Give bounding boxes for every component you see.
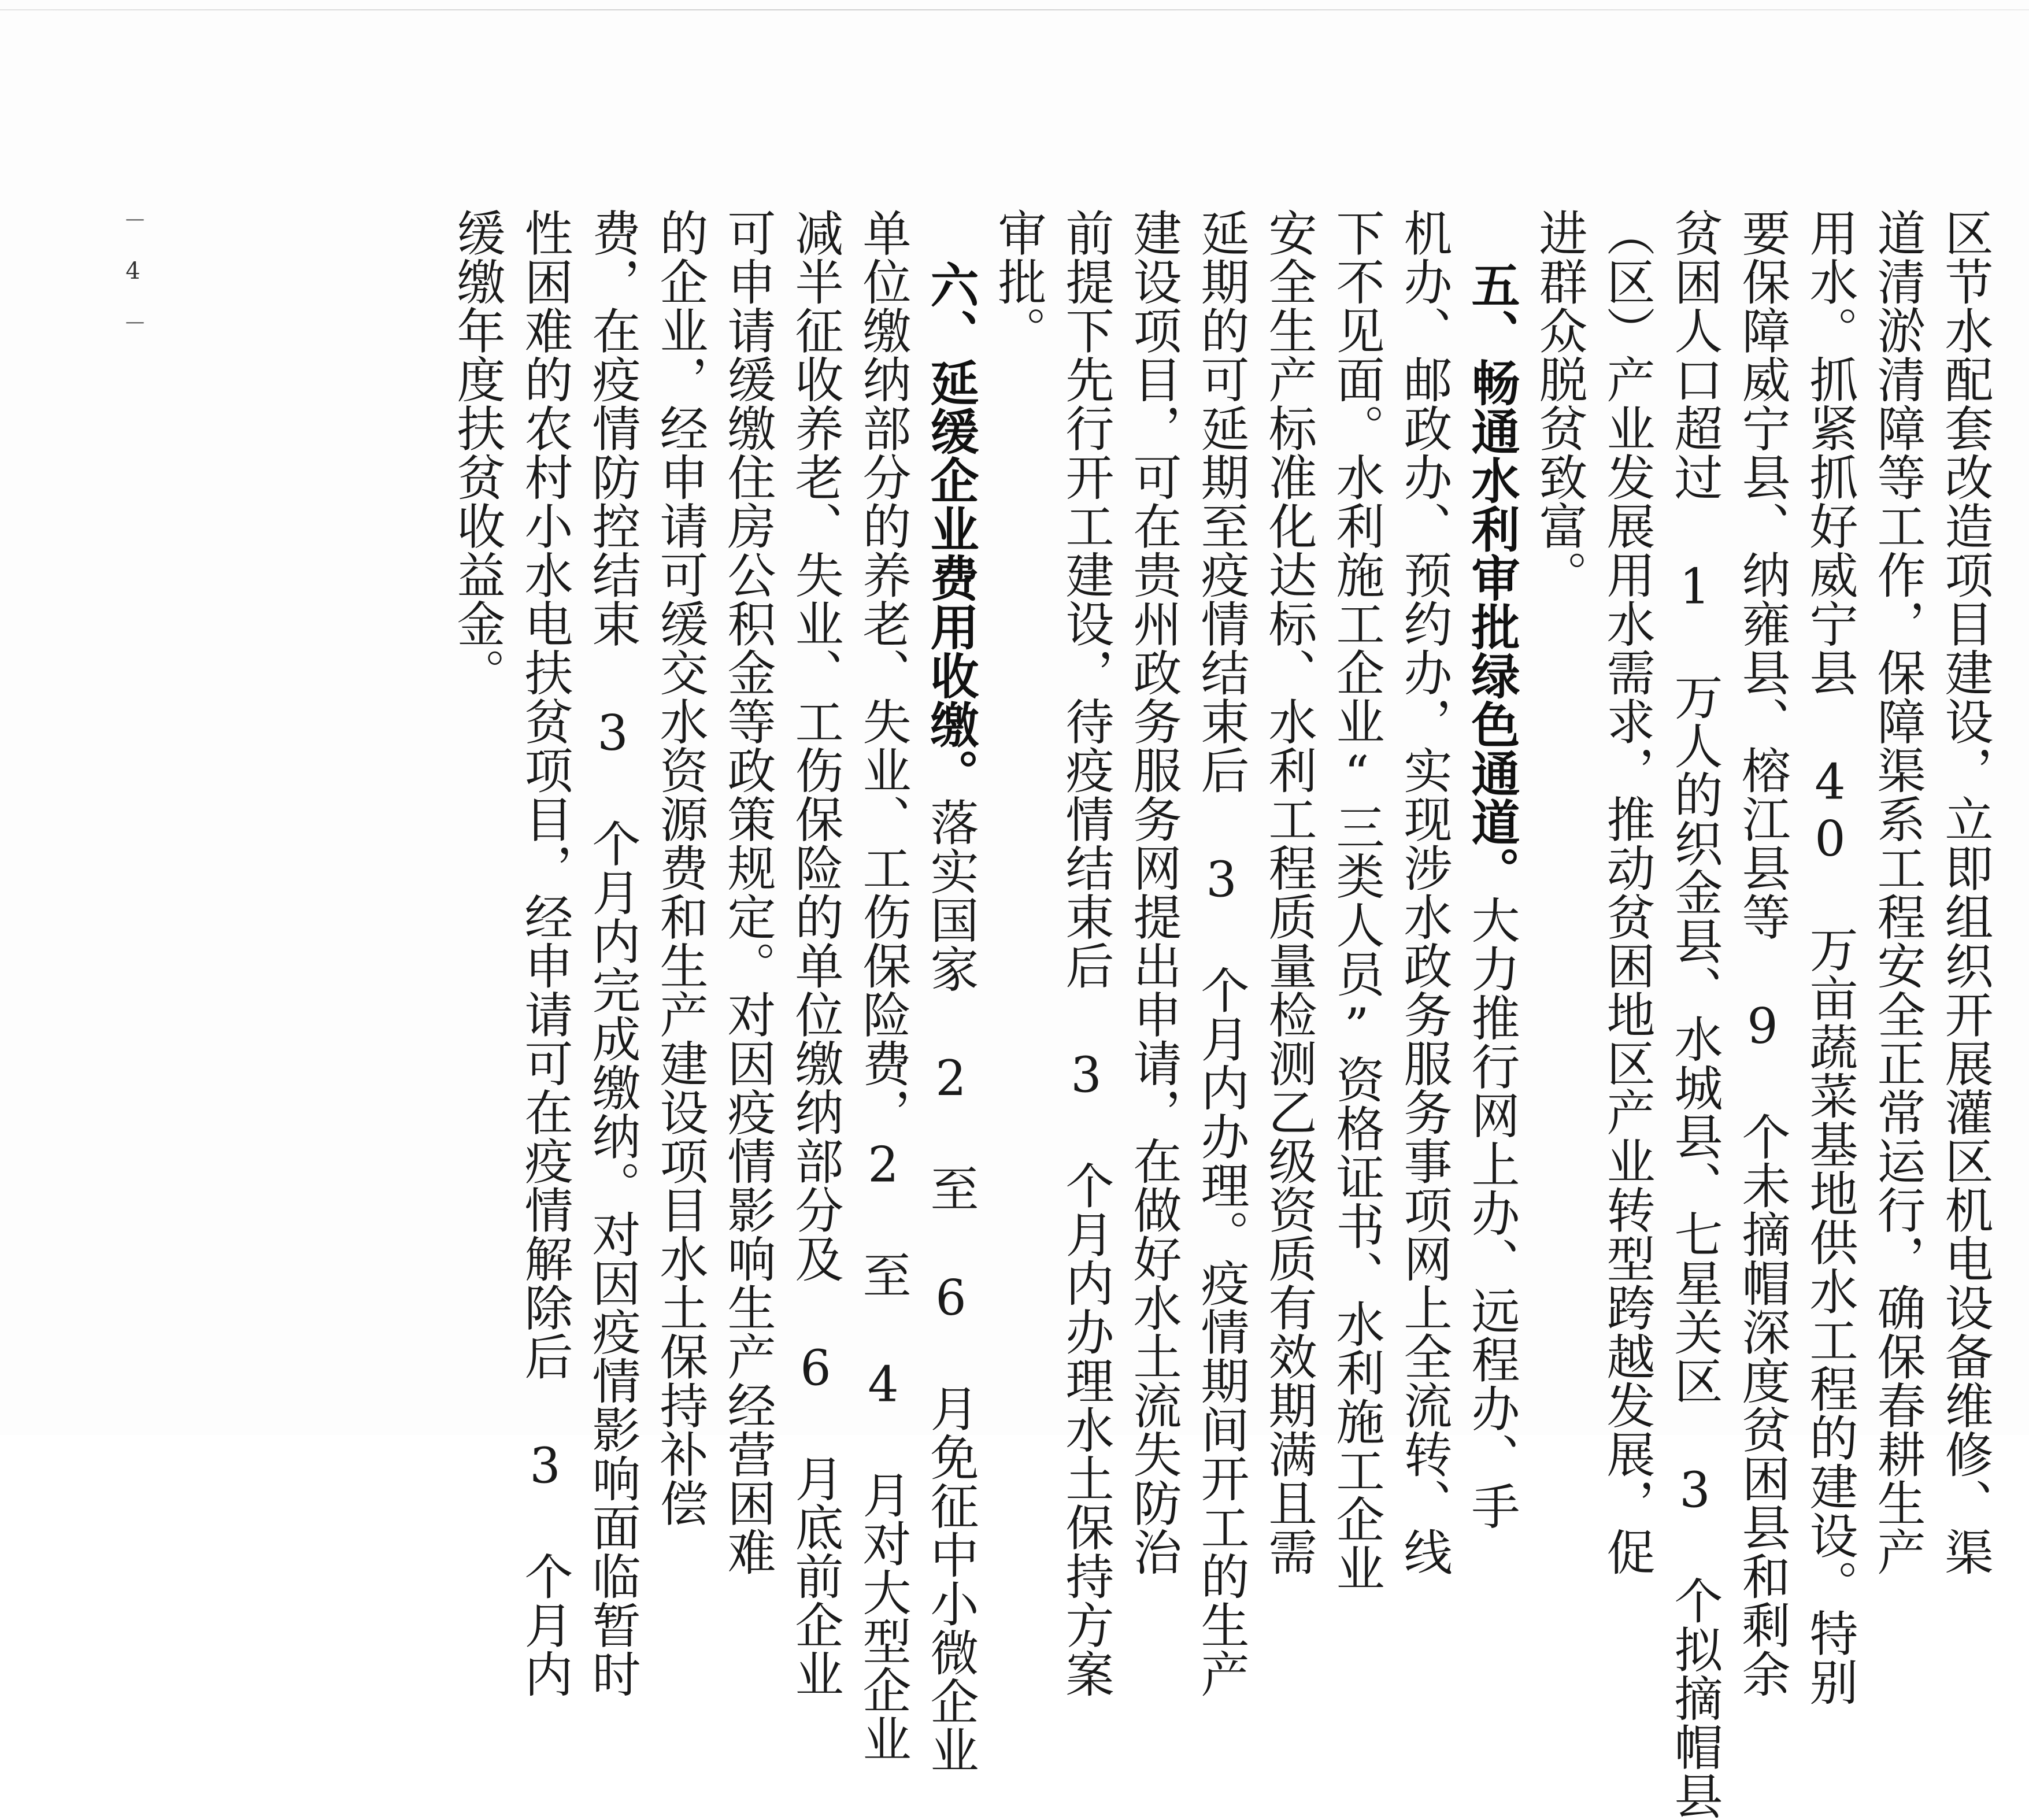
- body-text: 贫困人口超过 1 万人的织金县、水城县、七星关区 3 个拟摘帽县: [1667, 208, 1723, 1820]
- section-heading-6: 六、延缓企业费用收缴。: [923, 260, 979, 798]
- text-column: [1261, 208, 1317, 1576]
- text-column: [787, 208, 844, 1698]
- body-text: 审批。: [990, 208, 1047, 355]
- body-text: 机办、邮政办、预约办，实现涉水政务服务事项网上全流转、线: [1396, 208, 1453, 1576]
- body-text: 费，在疫情防控结束 3 个月内完成缴纳。对因疫情影响面临暂时: [584, 208, 641, 1698]
- text-column: [1328, 208, 1385, 1592]
- text-column: [1464, 260, 1520, 1530]
- text-column: [584, 208, 641, 1698]
- body-text: 道清淤清障等工作，保障渠系工程安全正常运行，确保春耕生产: [1869, 208, 1926, 1576]
- body-text: 用水。抓紧抓好威宁县 40 万亩蔬菜基地供水工程的建设。特别: [1802, 208, 1858, 1706]
- text-column: [517, 208, 573, 1698]
- body-text: 下不见面。水利施工企业“三类人员”资格证书、水利施工企业: [1328, 208, 1385, 1592]
- body-text: 单位缴纳部分的养老、失业、工伤保险费，2 至 4 月对大型企业: [855, 208, 912, 1763]
- body-text: 前提下先行开工建设，待疫情结束后 3 个月内办理水土保持方案: [1058, 208, 1115, 1698]
- section-heading-5: 五、畅通水利审批绿色通道。: [1464, 260, 1520, 896]
- text-column: [449, 208, 506, 1283]
- page-number: － 4 －: [120, 208, 146, 334]
- text-column: [1802, 208, 1858, 1706]
- body-text: 大力推行网上办、远程办、手: [1464, 895, 1520, 1530]
- body-text: 缓缴年度扶贫收益金。: [449, 208, 506, 697]
- text-column: [1937, 208, 1994, 1576]
- text-column: [855, 208, 912, 1763]
- body-text: 的企业，经申请可缓交水资源费和生产建设项目水土保持补偿: [652, 208, 709, 1527]
- text-column: [1125, 208, 1182, 1576]
- text-column: [1193, 208, 1250, 1698]
- text-column: [1599, 208, 1656, 1576]
- text-column: [1667, 208, 1723, 1820]
- text-column: [720, 208, 776, 1576]
- body-text: 可申请缓缴住房公积金等政策规定。对因疫情影响生产经营困难: [720, 208, 776, 1576]
- body-text: 区节水配套改造项目建设，立即组织开展灌区机电设备维修、渠: [1937, 208, 1994, 1576]
- text-column: [923, 260, 979, 1774]
- body-text: 减半征收养老、失业、工伤保险的单位缴纳部分及 6 月底前企业: [787, 208, 844, 1698]
- body-text: （区）产业发展用水需求，推动贫困地区产业转型跨越发展，促: [1599, 208, 1656, 1576]
- text-column: [990, 208, 1047, 1283]
- text-column: [1058, 208, 1115, 1698]
- text-column: [1734, 208, 1791, 1698]
- scan-edge-line: [0, 9, 2029, 10]
- body-text: 安全生产标准化达标、水利工程质量检测乙级资质有效期满且需: [1261, 208, 1317, 1576]
- text-column: [1396, 208, 1453, 1576]
- body-text: 要保障威宁县、纳雍县、榕江县等 9 个未摘帽深度贫困县和剩余: [1734, 208, 1791, 1698]
- body-text: 性困难的农村小水电扶贫项目，经申请可在疫情解除后 3 个月内: [517, 208, 573, 1698]
- text-column: [1531, 208, 1588, 1283]
- body-text: 进群众脱贫致富。: [1531, 208, 1588, 599]
- body-text: 延期的可延期至疫情结束后 3 个月内办理。疫情期间开工的生产: [1193, 208, 1250, 1698]
- text-column: [652, 208, 709, 1527]
- text-column: [1869, 208, 1926, 1576]
- body-text: 落实国家 2 至 6 月免征中小微企业: [923, 797, 979, 1774]
- body-text: 建设项目，可在贵州政务服务网提出申请，在做好水土流失防治: [1125, 208, 1182, 1576]
